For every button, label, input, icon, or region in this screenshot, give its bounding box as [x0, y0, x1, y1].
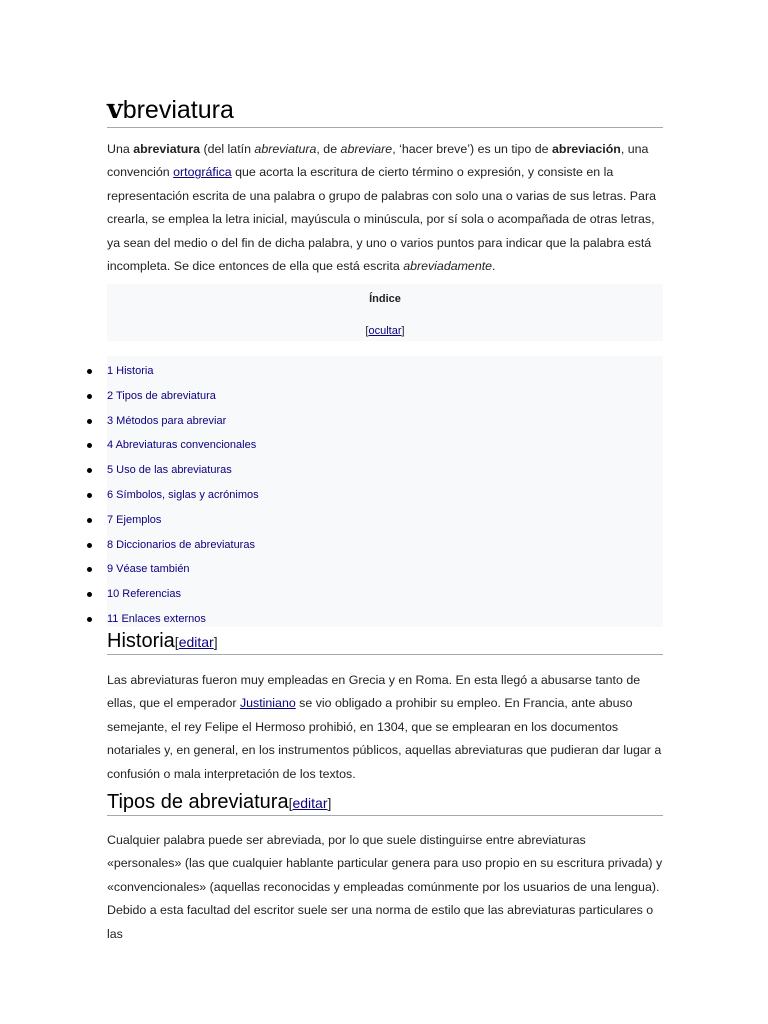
toc-item	[107, 430, 663, 455]
intro-italic-term: abreviadamente	[403, 259, 493, 274]
edit-historia-link[interactable]: editar	[178, 634, 214, 650]
bracket: [	[365, 325, 369, 338]
section-heading-historia	[107, 627, 663, 655]
intro-text: .	[492, 259, 496, 274]
title-rest: breviatura	[122, 96, 234, 124]
toc-link-referencias[interactable]: 10 Referencias	[107, 588, 181, 601]
article-body	[107, 92, 663, 341]
intro-italic-term: abreviare	[340, 142, 393, 156]
toc-link-uso[interactable]: 5 Uso de las abreviaturas	[107, 464, 232, 477]
bracket: ]	[327, 795, 332, 811]
toc-toggle	[107, 325, 663, 337]
bracket: ]	[213, 634, 218, 650]
toc-item	[107, 406, 663, 431]
toc-header	[107, 284, 663, 341]
intro-italic-term: abreviatura	[254, 142, 317, 156]
toc-title: Índice	[369, 293, 401, 306]
intro-bold-term: abreviatura	[133, 142, 200, 156]
link-ortografica[interactable]: ortográfica	[173, 165, 232, 180]
edit-link-group	[289, 795, 332, 811]
tipos-paragraph: Cualquier palabra puede ser abreviada, por lo que suele distinguirse entre abreviaturas «personales» (las que cualquier hablante particular genera para uso propio en su escritura privada) y «convencionales» (aquellas reconocidas y empleadas comúnmente por los usuarios de una lengua). Debido a esta facultad del escritor suele ser una norma de estilo que las abreviaturas particulares o las	[107, 833, 663, 941]
intro-bold-term: abreviación	[552, 142, 621, 156]
intro-text: , ‘hacer breve’) es un tipo de	[392, 142, 552, 156]
intro-paragraph	[107, 138, 663, 278]
historia-text: Las abreviaturas fueron muy empleadas en Grecia y en Roma. En esta llegó a abusarse tanto de ellas, que el emperador	[107, 673, 641, 711]
section-title: Historia	[107, 630, 175, 652]
intro-text: que acorta la escritura de cierto término o expresión, y consiste en la representación escrita de una palabra o grupo de palabras con solo una o varias de sus letras. Para crearla, se emplea la letra inicial, mayúscula o minúscula, por sí sola o acompañada de otras letras, ya sean del medio o del fin de dicha palabra, y uno o varios puntos para indicar que la palabra está incompleta. Se dice entonces de ella que está escrita	[107, 165, 656, 274]
toc-link-ejemplos[interactable]: 7 Ejemplos	[107, 513, 162, 526]
intro-text: , una convención	[107, 142, 649, 180]
intro-text: (del latín	[200, 142, 255, 156]
toc-item	[107, 356, 663, 381]
toc-item	[107, 604, 663, 629]
toc-list	[107, 356, 663, 627]
toc-item	[107, 579, 663, 604]
toc-item	[107, 381, 663, 406]
toc-item	[107, 530, 663, 555]
section-heading-tipos	[107, 787, 663, 816]
toc-item	[107, 480, 663, 505]
edit-tipos-link[interactable]: editar	[292, 795, 328, 811]
historia-paragraph	[107, 669, 663, 786]
toc-item	[107, 455, 663, 480]
bracket: ]	[401, 325, 405, 338]
toc-item	[107, 554, 663, 579]
intro-text: Una	[107, 142, 134, 156]
bracket: [	[174, 634, 179, 650]
section-title: Tipos de abreviatura	[107, 791, 289, 813]
page-title	[107, 92, 663, 128]
toc-link-historia[interactable]: 1 Historia	[107, 365, 154, 377]
toc-hide-link[interactable]: ocultar	[368, 325, 402, 338]
link-justiniano[interactable]: Justiniano	[239, 696, 296, 711]
toc-link-simbolos[interactable]: 6 Símbolos, siglas y acrónimos	[107, 488, 259, 501]
toc-link-convencionales[interactable]: 4 Abreviaturas convencionales	[107, 439, 257, 452]
toc-link-enlaces[interactable]: 11 Enlaces externos	[107, 612, 206, 625]
toc-item	[107, 505, 663, 530]
bracket: [	[288, 795, 293, 811]
intro-text: , de	[316, 142, 341, 156]
toc-link-tipos[interactable]: 2 Tipos de abreviatura	[107, 389, 216, 402]
title-initial: v	[107, 94, 123, 125]
edit-link-group	[175, 634, 218, 650]
toc-link-diccionarios[interactable]: 8 Diccionarios de abreviaturas	[107, 538, 255, 551]
historia-text: se vio obligado a prohibir su empleo. En Francia, ante abuso semejante, el rey Felipe el Hermoso prohibió, en 1304, que se emplearan en los documentos notariales y, en general, en los instrumentos públicos, aquellas abreviaturas que pudieran dar lugar a confusión o mala interpretación de los textos.	[107, 696, 662, 781]
toc-link-vease[interactable]: 9 Véase también	[107, 563, 190, 576]
toc-link-metodos[interactable]: 3 Métodos para abreviar	[107, 414, 227, 427]
